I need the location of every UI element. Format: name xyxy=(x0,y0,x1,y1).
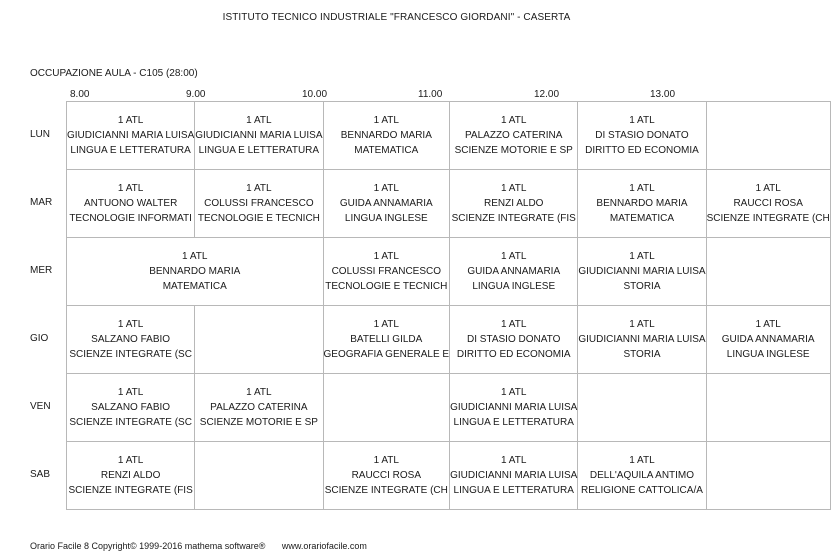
lesson-cell xyxy=(195,170,323,238)
class-code: 1 ATL xyxy=(501,387,527,398)
day-label: MER xyxy=(30,265,53,276)
teacher-name: SALZANO FABIO xyxy=(91,334,171,345)
teacher-name: BENNARDO MARIA xyxy=(149,266,241,277)
class-code: 1 ATL xyxy=(117,319,144,330)
table-row xyxy=(67,306,831,374)
subject-name: LINGUA INGLESE xyxy=(726,349,810,360)
lesson-cell xyxy=(450,238,578,306)
teacher-name: RENZI ALDO xyxy=(100,470,161,481)
subject-name: MATEMATICA xyxy=(354,145,419,156)
subject-name: GEOGRAFIA GENERALE E xyxy=(323,349,450,360)
class-code: 1 ATL xyxy=(246,387,272,398)
teacher-name: RAUCCI ROSA xyxy=(733,198,803,209)
table-row xyxy=(67,442,831,510)
class-code: 1 ATL xyxy=(501,115,527,126)
hour-label: 8.00 xyxy=(70,89,90,100)
teacher-name: DELL'AQUILA ANTIMO xyxy=(589,470,695,481)
empty-cell xyxy=(195,442,323,510)
subject-name: STORIA xyxy=(623,281,661,292)
teacher-name: GUIDA ANNAMARIA xyxy=(721,334,815,345)
lesson-cell xyxy=(67,238,324,306)
lesson-cell xyxy=(67,102,195,170)
class-code: 1 ATL xyxy=(755,319,781,330)
class-code: 1 ATL xyxy=(246,183,272,194)
subject-name: LINGUA E LETTERATURA xyxy=(453,485,574,496)
lesson-cell xyxy=(323,170,450,238)
class-code: 1 ATL xyxy=(117,387,144,398)
lesson-cell xyxy=(450,442,578,510)
hour-label: 9.00 xyxy=(186,89,206,100)
lesson-cell xyxy=(67,170,195,238)
subject-name: RELIGIONE CATTOLICA/A xyxy=(581,485,703,496)
day-label: VEN xyxy=(30,401,51,412)
empty-cell xyxy=(706,238,830,306)
page-title: ISTITUTO TECNICO INDUSTRIALE "FRANCESCO GIORDANI" - CASERTA xyxy=(222,12,571,23)
teacher-name: GIUDICIANNI MARIA LUISA xyxy=(578,334,706,345)
teacher-name: GIUDICIANNI MARIA LUISA xyxy=(450,470,578,481)
subject-name: TECNOLOGIE E TECNICH xyxy=(197,213,320,224)
teacher-name: GIUDICIANNI MARIA LUISA xyxy=(578,266,706,277)
lesson-cell xyxy=(67,306,195,374)
subject-name: SCIENZE MOTORIE E SP xyxy=(199,417,318,428)
lesson-cell xyxy=(195,374,323,442)
lesson-cell xyxy=(578,442,706,510)
lesson-cell xyxy=(67,374,195,442)
subject-name: LINGUA E LETTERATURA xyxy=(70,145,191,156)
lesson-cell xyxy=(323,306,450,374)
class-code: 1 ATL xyxy=(117,115,144,126)
subject-name: LINGUA E LETTERATURA xyxy=(453,417,574,428)
subject-name: TECNOLOGIE INFORMATI xyxy=(69,213,192,224)
teacher-name: PALAZZO CATERINA xyxy=(465,130,563,141)
empty-cell xyxy=(706,102,830,170)
teacher-name: ANTUONO WALTER xyxy=(83,198,178,209)
subject-name: DIRITTO ED ECONOMIA xyxy=(585,145,699,156)
class-code: 1 ATL xyxy=(373,115,399,126)
day-label: MAR xyxy=(30,197,53,208)
hour-label: 11.00 xyxy=(418,89,443,100)
class-code: 1 ATL xyxy=(629,319,655,330)
teacher-name: GIUDICIANNI MARIA LUISA xyxy=(450,402,578,413)
class-code: 1 ATL xyxy=(629,455,655,466)
teacher-name: COLUSSI FRANCESCO xyxy=(331,266,442,277)
lesson-cell xyxy=(450,102,578,170)
lesson-cell xyxy=(323,442,450,510)
class-code: 1 ATL xyxy=(117,455,144,466)
class-code: 1 ATL xyxy=(373,251,399,262)
lesson-cell xyxy=(195,102,323,170)
class-code: 1 ATL xyxy=(373,319,399,330)
class-code: 1 ATL xyxy=(755,183,781,194)
table-row xyxy=(67,374,831,442)
class-code: 1 ATL xyxy=(117,183,144,194)
lesson-cell xyxy=(578,306,706,374)
lesson-cell xyxy=(450,306,578,374)
teacher-name: GIUDICIANNI MARIA LUISA xyxy=(67,130,195,141)
teacher-name: GUIDA ANNAMARIA xyxy=(339,198,433,209)
lesson-cell xyxy=(67,442,195,510)
class-code: 1 ATL xyxy=(501,183,527,194)
class-code: 1 ATL xyxy=(373,183,399,194)
teacher-name: PALAZZO CATERINA xyxy=(210,402,308,413)
subject-name: TECNOLOGIE E TECNICH xyxy=(325,281,448,292)
teacher-name: BENNARDO MARIA xyxy=(596,198,688,209)
subject-name: LINGUA INGLESE xyxy=(472,281,556,292)
empty-cell xyxy=(323,374,450,442)
subject-name: MATEMATICA xyxy=(162,281,227,292)
teacher-name: SALZANO FABIO xyxy=(91,402,171,413)
teacher-name: DI STASIO DONATO xyxy=(467,334,561,345)
table-row xyxy=(67,238,831,306)
subject-name: SCIENZE INTEGRATE (CH xyxy=(324,485,448,496)
subject-name: SCIENZE INTEGRATE (FIS xyxy=(68,485,193,496)
teacher-name: RENZI ALDO xyxy=(483,198,544,209)
teacher-name: RAUCCI ROSA xyxy=(351,470,422,481)
lesson-cell xyxy=(578,102,706,170)
lesson-cell xyxy=(323,102,450,170)
empty-cell xyxy=(706,374,830,442)
timetable-grid xyxy=(66,101,831,510)
hour-label: 13.00 xyxy=(650,89,676,100)
lesson-cell xyxy=(323,238,450,306)
table-row xyxy=(67,170,831,238)
teacher-name: GUIDA ANNAMARIA xyxy=(467,266,561,277)
table-row xyxy=(67,102,831,170)
class-code: 1 ATL xyxy=(501,251,527,262)
empty-cell xyxy=(578,374,706,442)
teacher-name: BATELLI GILDA xyxy=(350,334,423,345)
hour-label: 10.00 xyxy=(302,89,328,100)
footer-url[interactable]: www.orariofacile.com xyxy=(281,541,367,551)
teacher-name: COLUSSI FRANCESCO xyxy=(204,198,314,209)
lesson-cell xyxy=(578,170,706,238)
class-code: 1 ATL xyxy=(501,319,527,330)
subject-name: SCIENZE INTEGRATE (FIS xyxy=(451,213,576,224)
subject-name: STORIA xyxy=(623,349,661,360)
class-code: 1 ATL xyxy=(629,115,655,126)
class-code: 1 ATL xyxy=(182,251,208,262)
class-code: 1 ATL xyxy=(629,183,655,194)
subject-name: SCIENZE MOTORIE E SP xyxy=(454,145,573,156)
day-label: GIO xyxy=(30,333,49,344)
lesson-cell xyxy=(706,170,830,238)
empty-cell xyxy=(195,306,323,374)
subject-name: SCIENZE INTEGRATE (CH xyxy=(706,213,830,224)
subject-name: MATEMATICA xyxy=(609,213,674,224)
footer xyxy=(30,541,367,551)
day-label: SAB xyxy=(30,469,51,480)
room-occupancy-label: OCCUPAZIONE AULA - C105 (28:00) xyxy=(30,68,198,79)
class-code: 1 ATL xyxy=(246,115,272,126)
lesson-cell xyxy=(450,170,578,238)
subject-name: LINGUA INGLESE xyxy=(344,213,428,224)
teacher-name: DI STASIO DONATO xyxy=(595,130,689,141)
subject-name: SCIENZE INTEGRATE (SC xyxy=(69,349,192,360)
hour-label: 12.00 xyxy=(534,89,560,100)
day-label: LUN xyxy=(30,129,51,140)
lesson-cell xyxy=(706,306,830,374)
teacher-name: BENNARDO MARIA xyxy=(340,130,432,141)
footer-copyright: Orario Facile 8 Copyright© 1999-2016 mathema software® xyxy=(30,541,266,551)
empty-cell xyxy=(706,442,830,510)
subject-name: LINGUA E LETTERATURA xyxy=(198,145,320,156)
subject-name: DIRITTO ED ECONOMIA xyxy=(456,349,571,360)
lesson-cell xyxy=(450,374,578,442)
class-code: 1 ATL xyxy=(501,455,527,466)
subject-name: SCIENZE INTEGRATE (SC xyxy=(69,417,192,428)
teacher-name: GIUDICIANNI MARIA LUISA xyxy=(195,130,323,141)
class-code: 1 ATL xyxy=(373,455,399,466)
class-code: 1 ATL xyxy=(629,251,655,262)
lesson-cell xyxy=(578,238,706,306)
